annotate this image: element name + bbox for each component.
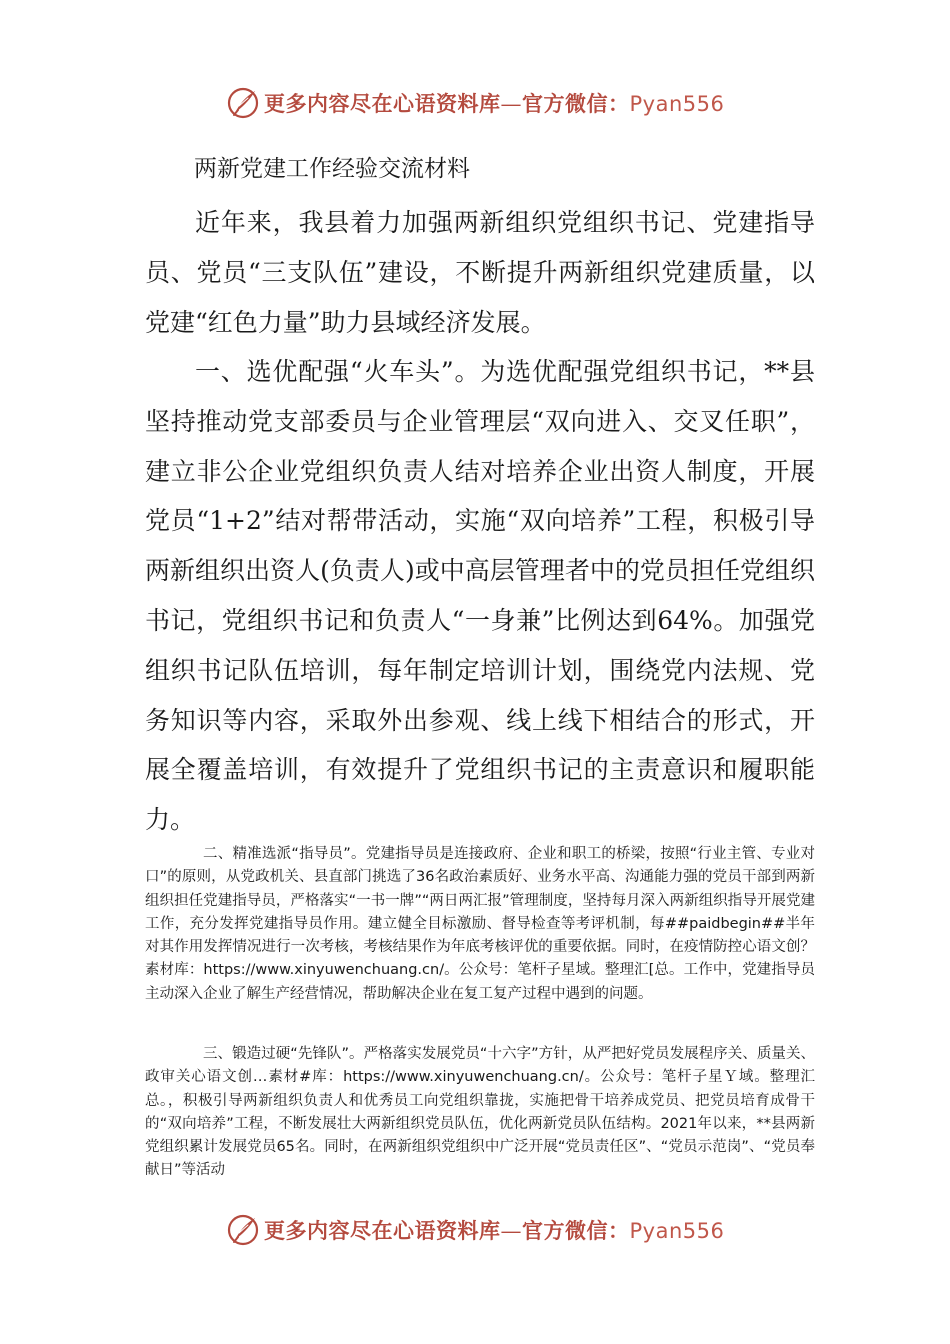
banner-separator: — bbox=[500, 92, 522, 116]
banner-wechat-id: Pyan556 bbox=[629, 92, 725, 116]
intro-paragraph: 近年来，我县着力加强两新组织党组织书记、党建指导员、党员“三支队伍”建设，不断提升两新组织党建质量，以党建“红色力量”助力县域经济发展。 bbox=[145, 208, 815, 337]
banner-wechat-label: 官方微信： bbox=[522, 91, 630, 116]
footer-watermark-banner bbox=[226, 1210, 746, 1250]
banner-text bbox=[264, 88, 724, 118]
quill-logo-icon bbox=[226, 86, 260, 120]
section-three-paragraph: 三、锻造过硬“先锋队”。严格落实发展党员“十六字”方针，从严把好党员发展程序关、质量关、政审关心语文创…素材#库：https://www.xinyuwenchuang.cn/。公众号：笔杆子星Ｙ域。整理汇总。，积极引导两新组织负责人和优秀员工向党组织靠拢，实施把骨干培养成党员、把党员培育成骨干的“双向培养”工程，不断发展壮大两新组织党员队伍，优化两新党员队伍结构。2021年以来，**县两新党组织累计发展党员65名。同时，在两新组织党组织中广泛开展“党员责任区”、“党员示范岗”、“党员奉献日”等活动 bbox=[145, 1046, 815, 1179]
banner-slogan: 更多内容尽在心语资料库 bbox=[264, 91, 501, 116]
section-one-paragraph: 一、选优配强“火车头”。为选优配强党组织书记，**县坚持推动党支部委员与企业管理层“双向进入、交叉任职”，建立非公企业党组织负责人结对培养企业出资人制度，开展党员“1+2”结对帮带活动，实施“双向培养”工程，积极引导两新组织出资人(负责人)或中高层管理者中的党员担任党组织书记，党组织书记和负责人“一身兼”比例达到64%。加强党组织书记队伍培训，每年制定培训计划，围绕党内法规、党务知识等内容，采取外出参观、线上线下相结合的形式，开展全覆盖培训，有效提升了党组织书记的主责意识和履职能力。 bbox=[145, 357, 815, 835]
banner-slogan: 更多内容尽在心语资料库 bbox=[264, 1218, 501, 1243]
section-two-paragraph: 二、精准选派“指导员”。党建指导员是连接政府、企业和职工的桥梁，按照“行业主管、专业对口”的原则，从党政机关、县直部门挑选了36名政治素质好、业务水平高、沟通能力强的党员干部到两新组织担任党建指导员，严格落实“一书一牌”“两日两汇报”管理制度，坚持每月深入两新组织指导开展党建工作，充分发挥党建指导员作用。建立健全目标激励、督导检查等考评机制，每##paidbegin##半年对其作用发挥情况进行一次考核，考核结果作为年底考核评优的重要依据。同时，在疫情防控心语文创？素材库：https://www.xinyuwenchuang.cn/。公众号：笔杆子星域。整理汇[总。工作中，党建指导员主动深入企业了解生产经营情况，帮助解决企业在复工复产过程中遇到的问题。 bbox=[145, 846, 815, 1002]
banner-wechat-label: 官方微信： bbox=[522, 1218, 630, 1243]
banner-separator: — bbox=[500, 1219, 522, 1243]
banner-text bbox=[264, 1215, 724, 1245]
header-watermark-banner bbox=[226, 83, 746, 123]
document-title: 两新党建工作经验交流材料 bbox=[194, 156, 470, 182]
quill-logo-icon bbox=[226, 1213, 260, 1247]
banner-wechat-id: Pyan556 bbox=[629, 1219, 725, 1243]
